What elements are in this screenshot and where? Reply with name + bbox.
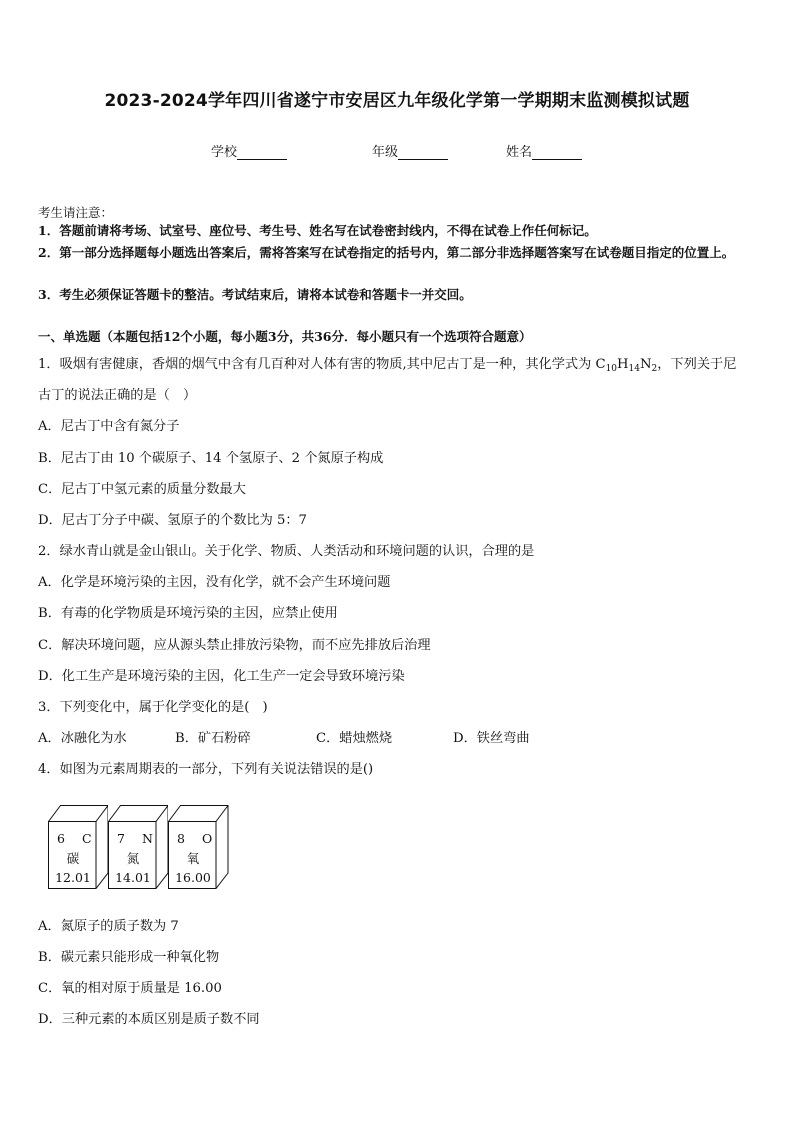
atomic-number: 6 [57,831,65,846]
question-1-stem [38,353,760,374]
question-3-stem: 3．下列变化中，属于化学变化的是( ) [38,700,268,715]
question-2-option-a[interactable]: A．化学是环境污染的主因，没有化学，就不会产生环境问题 [38,575,391,590]
formula-element: N [639,357,652,372]
question-2-stem: 2．绿水青山就是金山银山。关于化学、物质、人类活动和环境问题的认识，合理的是 [38,544,535,559]
question-3-option-c[interactable]: C．蜡烛燃烧 [316,731,393,746]
page-title: 2023-2024学年四川省遂宁市安居区九年级化学第一学期期末监测模拟试题 [104,91,690,111]
question-2-option-d[interactable]: D．化工生产是环境污染的主因，化工生产一定会导致环境污染 [38,669,405,684]
question-1-stem-cont: 古丁的说法正确的是（ ） [38,388,197,403]
element-symbol: O [202,831,213,846]
atomic-mass: 14.01 [115,870,151,885]
grade-field [372,141,448,160]
notice-item: 2．第一部分选择题每小题选出答案后，需将答案写在试卷指定的括号内，第二部分非选择题答案写在试卷题目指定的位置上。 [38,245,735,260]
section-heading: 一、单选题（本题包括12个小题，每小题3分，共36分．每小题只有一个选项符合题意） [38,329,532,344]
element-tile-nitrogen [108,805,166,885]
formula-subscript: 2 [651,364,658,374]
periodic-table-excerpt [48,805,248,890]
question-3-option-d[interactable]: D．铁丝弯曲 [453,731,530,746]
element-symbol: N [142,831,153,846]
question-2-option-c[interactable]: C．解决环境问题，应从源头禁止排放污染物，而不应先排放后治理 [38,638,431,653]
question-1-option-a[interactable]: A．尼古丁中含有氮分子 [38,419,180,434]
question-2-option-b[interactable]: B．有毒的化学物质是环境污染的主因，应禁止使用 [38,606,338,621]
atomic-number: 7 [117,831,125,846]
element-tile-oxygen [168,805,226,885]
name-field [506,141,582,160]
element-symbol: C [82,831,92,846]
element-name: 氧 [186,851,200,866]
formula-subscript: 10 [605,364,618,374]
question-4-option-a[interactable]: A．氮原子的质子数为 7 [38,919,179,934]
question-3-option-a[interactable]: A．冰融化为水 [38,731,127,746]
grade-blank[interactable] [398,145,448,160]
question-1-option-d[interactable]: D．尼古丁分子中碳、氢原子的个数比为 5：7 [38,513,307,528]
grade-label: 年级 [372,145,399,160]
question-3-option-b[interactable]: B．矿石粉碎 [175,731,251,746]
atomic-mass: 12.01 [55,870,91,885]
school-blank[interactable] [237,145,287,160]
question-1-option-c[interactable]: C．尼古丁中氢元素的质量分数最大 [38,482,246,497]
school-label: 学校 [211,145,238,160]
question-4-option-c[interactable]: C．氧的相对原于质量是 16.00 [38,981,222,996]
atomic-number: 8 [177,831,185,846]
formula-subscript: 14 [628,364,640,374]
school-field [211,141,287,160]
question-1-option-b[interactable]: B．尼古丁由 10 个碳原子、14 个氢原子、2 个氮原子构成 [38,451,384,466]
formula-element: H [617,357,629,372]
notice-item: 1．答题前请将考场、试室号、座位号、考生号、姓名写在试卷密封线内，不得在试卷上作任何标记。 [38,223,597,238]
question-4-stem: 4．如图为元素周期表的一部分，下列有关说法错误的是() [38,762,374,777]
question-1-text: ，下列关于尼 [657,357,737,372]
question-1-text: 1．吸烟有害健康，香烟的烟气中含有几百种对人体有害的物质,其中尼古丁是一种，其化学式为 C [38,357,606,372]
question-4-option-d[interactable]: D．三种元素的本质区别是质子数不同 [38,1012,260,1027]
atomic-mass: 16.00 [175,870,211,885]
notice-heading: 考生请注意： [38,205,114,220]
element-name: 氮 [126,851,140,866]
element-name: 碳 [66,851,80,866]
notice-item: 3．考生必须保证答题卡的整洁。考试结束后，请将本试卷和答题卡一并交回。 [38,287,472,302]
name-label: 姓名 [506,145,533,160]
element-tile-carbon [48,805,106,885]
question-4-option-b[interactable]: B．碳元素只能形成一种氧化物 [38,950,220,965]
name-blank[interactable] [532,145,582,160]
